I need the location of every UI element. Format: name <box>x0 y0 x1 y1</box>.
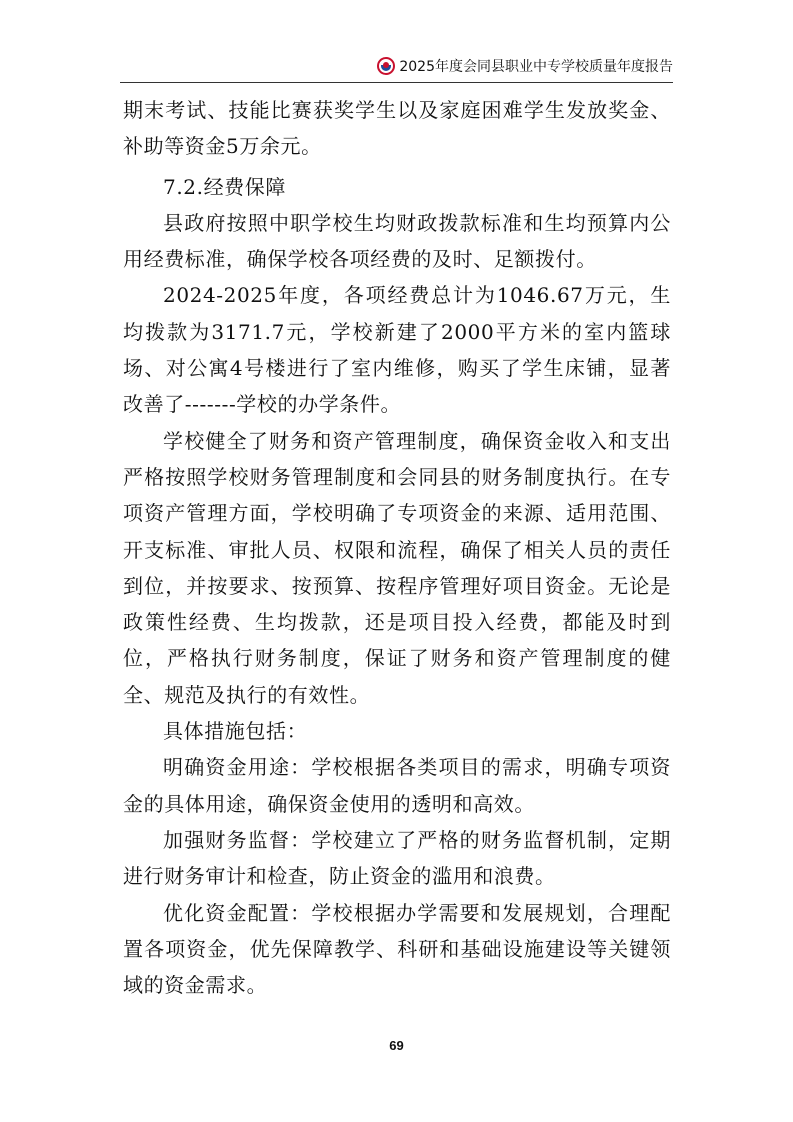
section-heading: 7.2.经费保障 <box>163 174 286 199</box>
page-header <box>120 52 673 80</box>
list-item: 明确资金用途：学校根据各类项目的需求，明确专项资金的具体用途，确保资金使用的透明和高效。 <box>123 755 671 816</box>
school-emblem-icon <box>377 57 395 75</box>
list-intro: 具体措施包括： <box>163 719 308 744</box>
body-paragraph: 2024-2025年度，各项经费总计为1046.67万元，生均拨款为3171.7元，学校新建了2000平方米的室内篮球场、对公寓4号楼进行了室内维修，购买了学生床铺，显著改善了-------学校的办学条件。 <box>123 283 671 417</box>
report-title: 2025年度会同县职业中专学校质量年度报告 <box>399 59 673 75</box>
document-body <box>123 92 671 1003</box>
header-divider <box>120 82 673 83</box>
body-paragraph-continued: 期末考试、技能比赛获奖学生以及家庭困难学生发放奖金、补助等资金5万余元。 <box>123 98 671 159</box>
body-paragraph: 县政府按照中职学校生均财政拨款标准和生均预算内公用经费标准，确保学校各项经费的及时、足额拨付。 <box>123 210 671 272</box>
body-paragraph: 学校健全了财务和资产管理制度，确保资金收入和支出严格按照学校财务管理制度和会同县的财务制度执行。在专项资产管理方面，学校明确了专项资金的来源、适用范围、开支标准、审批人员、权限和流程，确保了相关人员的责任到位，并按要求、按预算、按程序管理好项目资金。无论是政策性经费、生均拨款，还是项目投入经费，都能及时到位，严格执行财务制度，保证了财务和资产管理制度的健全、规范及执行的有效性。 <box>123 428 671 707</box>
list-item: 优化资金配置：学校根据办学需要和发展规划，合理配置各项资金，优先保障教学、科研和基础设施建设等关键领域的资金需求。 <box>123 900 671 998</box>
page-number: 69 <box>389 1038 404 1053</box>
list-item: 加强财务监督：学校建立了严格的财务监督机制，定期进行财务审计和检查，防止资金的滥用和浪费。 <box>123 827 671 889</box>
